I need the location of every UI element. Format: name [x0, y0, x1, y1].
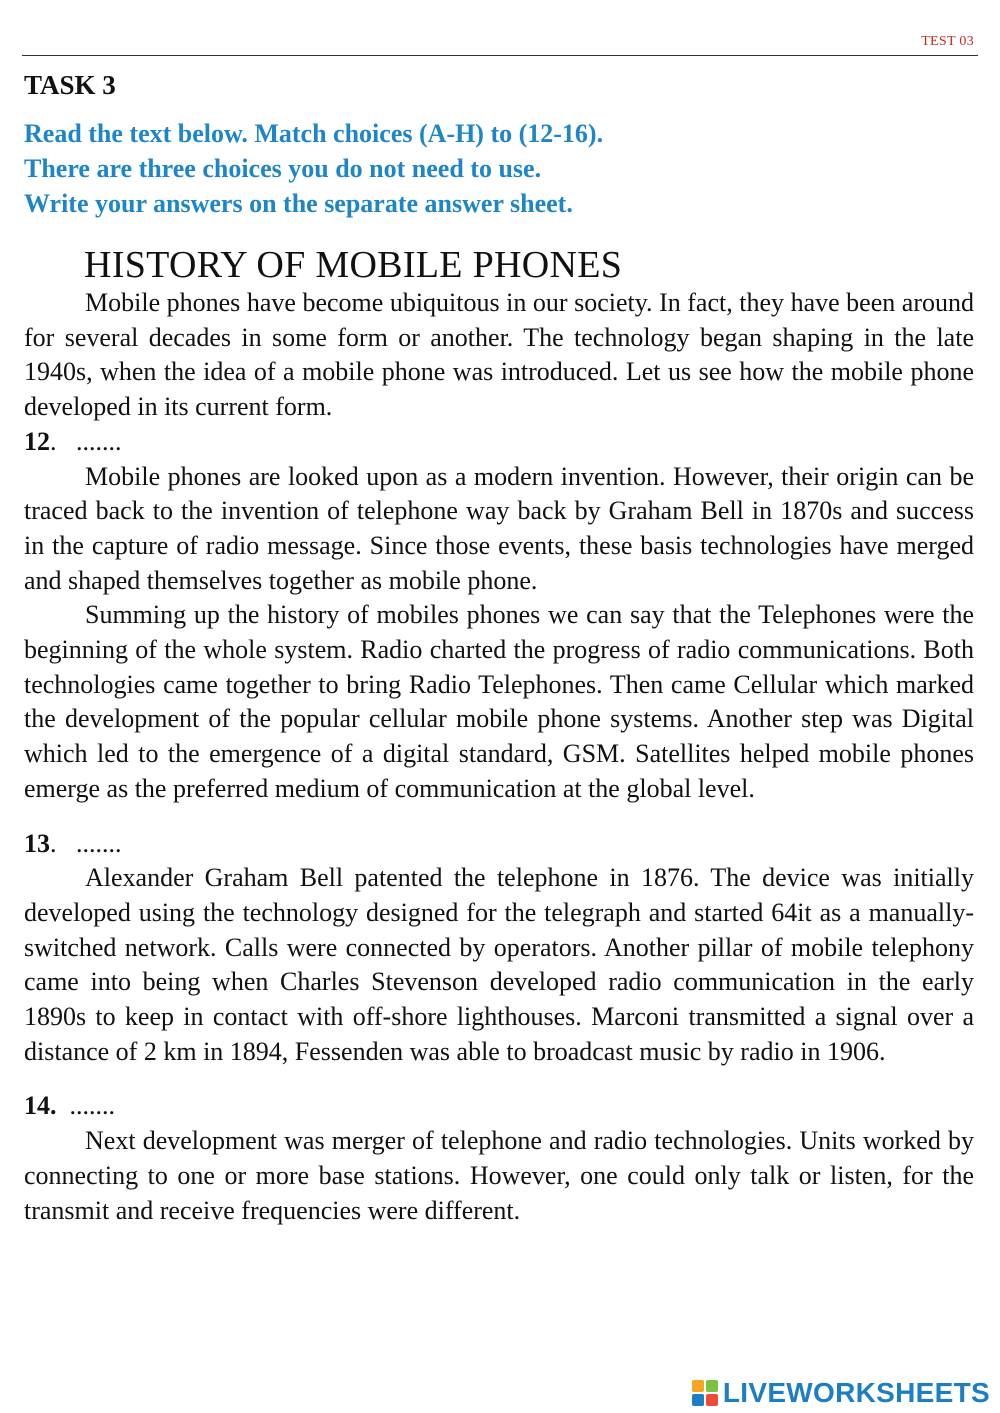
paragraph-12b: Summing up the history of mobiles phones we can say that the Telephones were the beginning of the whole system. Radio charted the progress of radio communications. Both technologies came together to bring Radio Telephones. Then came Cellular which marked the development of the popular cellular mobile phone systems. Another step was Digital which led to the emergence of a digital standard, GSM. Satellites helped mobile phones emerge as the preferred medium of communication at the global level. — [24, 600, 974, 803]
question-separator: . — [50, 828, 57, 858]
question-number: 14. — [24, 1091, 57, 1121]
question-separator: . — [50, 426, 57, 456]
task-title: TASK 3 — [24, 70, 116, 100]
liveworksheets-logo-icon — [691, 1379, 719, 1407]
instruction-line: Write your answers on the separate answer sheet. — [24, 189, 573, 218]
liveworksheets-watermark[interactable] — [691, 1377, 990, 1409]
answer-blank[interactable]: ....... — [76, 828, 122, 858]
answer-blank[interactable]: ....... — [69, 1091, 115, 1121]
watermark-text: LIVEWORKSHEETS — [722, 1377, 990, 1408]
header-divider — [22, 55, 978, 56]
page-header-label: TEST 03 — [921, 34, 974, 49]
answer-blank[interactable]: ....... — [76, 426, 122, 456]
question-14-gap[interactable] — [24, 1089, 974, 1124]
article-title: HISTORY OF MOBILE PHONES — [84, 244, 623, 286]
spacer — [24, 807, 974, 827]
question-number: 12 — [24, 426, 50, 456]
paragraph-14: Next development was merger of telephone and radio technologies. Units worked by connecting to one or more base stations. However, one could only talk or listen, for the transmit and receive frequencies were different. — [24, 1126, 974, 1225]
question-number: 13 — [24, 828, 50, 858]
article-body — [24, 286, 974, 1228]
paragraph-12a: Mobile phones are looked upon as a modern invention. However, their origin can be traced back to the invention of telephone way back by Graham Bell in 1870s and success in the capture of radio message. Since those events, these basis technologies have merged and shaped themselves together as mobile phone. — [24, 461, 974, 595]
instruction-line: Read the text below. Match choices (A-H) to (12-16). — [24, 119, 604, 148]
intro-paragraph: Mobile phones have become ubiquitous in our society. In fact, they have been around for several decades in some form or another. The technology began shaping in the late 1940s, when the idea of a mobile phone was introduced. Let us see how the mobile phone developed in its current form. — [24, 288, 974, 422]
question-13-gap[interactable] — [24, 827, 974, 862]
spacer — [24, 1069, 974, 1089]
instruction-line: There are three choices you do not need to use. — [24, 154, 542, 183]
task-instructions — [24, 116, 984, 221]
paragraph-13: Alexander Graham Bell patented the telephone in 1876. The device was initially developed using the technology designed for the telegraph and started 64it as a manually-switched network. Calls were connected by operators. Another pillar of mobile telephony came into being when Charles Stevenson developed radio communication in the early 1890s to keep in contact with off-shore lighthouses. Marconi transmitted a signal over a distance of 2 km in 1894, Fessenden was able to broadcast music by radio in 1906. — [24, 863, 974, 1066]
question-12-gap[interactable] — [24, 425, 974, 460]
